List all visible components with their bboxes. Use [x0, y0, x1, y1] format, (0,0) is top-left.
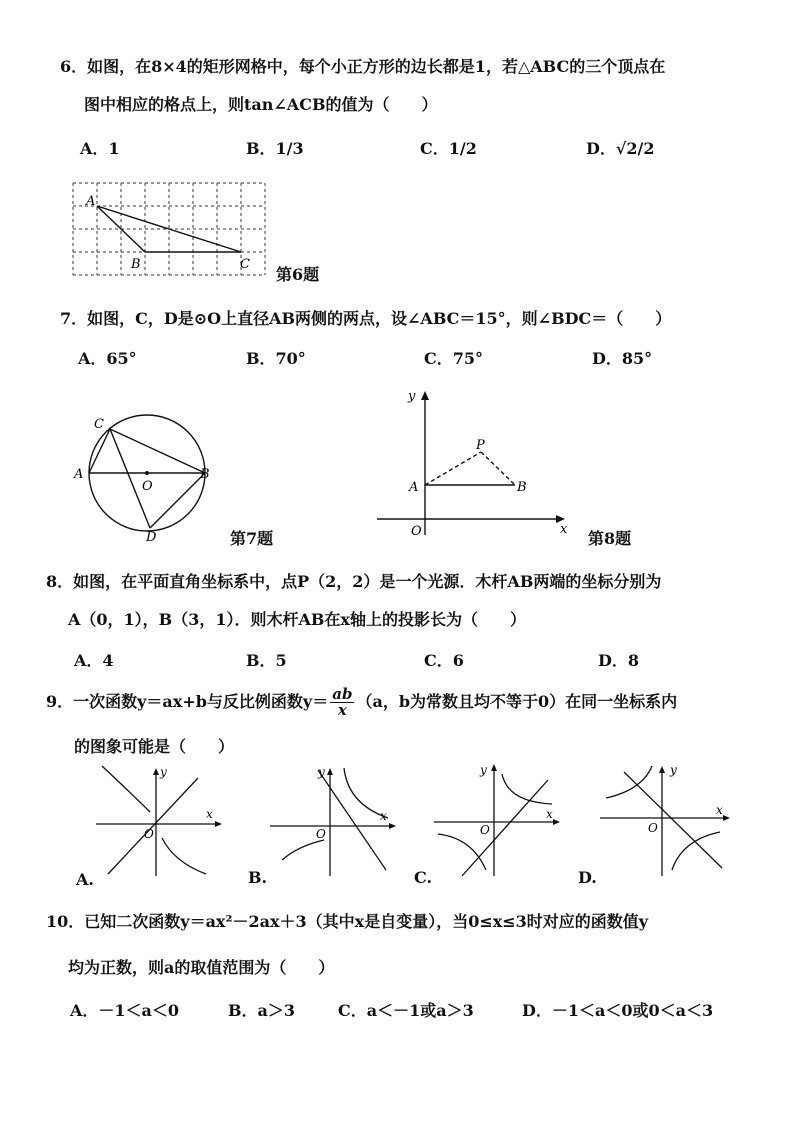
- q6-caption: 第6题: [276, 265, 320, 284]
- q6-grid-figure: [68, 178, 273, 278]
- q8-label-o: O: [411, 524, 422, 539]
- q9d-label-x: x: [716, 803, 723, 817]
- q6-option-a: A．1: [80, 139, 120, 158]
- q8-y-arrow: [421, 391, 429, 400]
- q8-option-d: D．8: [598, 651, 640, 670]
- q9a-label-y: y: [160, 765, 167, 779]
- q9-option-c: C.: [414, 868, 433, 887]
- q9-stem-pre: 9．一次函数y＝ax+b与反比例函数y＝: [46, 692, 329, 711]
- q9-option-a: A.: [76, 870, 94, 889]
- q6-label-b: B: [131, 257, 141, 272]
- q7-center-dot: [145, 471, 149, 475]
- q8-option-c: C．6: [424, 651, 464, 670]
- q7-circle-figure: [70, 410, 220, 545]
- q9d-label-y: y: [670, 763, 677, 777]
- q6-stem-line1: 6．如图，在8×4的矩形网格中，每个小正方形的边长都是1，若△ABC的三个顶点在: [60, 57, 666, 76]
- q9a-hyperbola-lower: [162, 838, 206, 874]
- q7-label-o: O: [142, 479, 153, 494]
- q8-label-x: x: [560, 522, 568, 537]
- q9-option-d: D.: [578, 868, 597, 887]
- q9-fraction-denominator: x: [337, 701, 347, 719]
- q10-option-d: D．－1＜a＜0或0＜a＜3: [522, 1001, 714, 1020]
- q7-option-a: A．65°: [78, 349, 137, 368]
- q9a-label-x: x: [206, 807, 213, 821]
- q8-coordinate-figure: [375, 385, 580, 545]
- q10-option-b: B．a＞3: [228, 1001, 296, 1020]
- q8-option-a: A．4: [74, 651, 114, 670]
- q9c-label-y: y: [480, 763, 487, 777]
- q9a-label-o: O: [144, 827, 154, 841]
- q10-option-c: C．a＜－1或a＞3: [338, 1001, 474, 1020]
- q9c-line: [462, 780, 548, 876]
- q9c-label-o: O: [480, 823, 490, 837]
- q9d-label-o: O: [648, 821, 658, 835]
- q10-stem-line1: 10．已知二次函数y＝ax²－2ax＋3（其中x是自变量），当0≤x≤3时对应的函数值y: [46, 912, 649, 931]
- q9a-line: [108, 778, 198, 874]
- q9-graph-a: [94, 764, 222, 882]
- q7-label-b: B: [200, 467, 210, 482]
- q8-label-p: P: [476, 438, 485, 453]
- q9b-hyperbola-lower: [282, 840, 324, 860]
- q6-option-d: D．√2/2: [586, 139, 655, 158]
- q8-label-a: A: [409, 480, 419, 495]
- q9b-label-x: x: [380, 809, 387, 823]
- q9-graph-d: [598, 760, 730, 882]
- q8-option-b: B．5: [246, 651, 287, 670]
- q9c-hyperbola-lower: [438, 834, 486, 870]
- q9-fraction-numerator: ab: [332, 685, 353, 703]
- q6-stem-line2: 图中相应的格点上，则tan∠ACB的值为（ ）: [84, 95, 438, 114]
- q8-label-b: B: [517, 480, 527, 495]
- q9a-hyperbola-upper: [102, 766, 150, 812]
- q9-stem-post: （a，b为常数且均不等于0）在同一坐标系内: [356, 692, 678, 711]
- q8-axes: [377, 393, 563, 535]
- q6-option-c: C．1/2: [420, 139, 477, 158]
- q9c-label-x: x: [546, 807, 553, 821]
- q6-option-b: B．1/3: [246, 139, 304, 158]
- q9-option-b: B.: [248, 868, 268, 887]
- q9-fraction: [330, 687, 354, 718]
- q6-label-c: C: [240, 257, 250, 272]
- q9-stem-line2: 的图象可能是（ ）: [74, 737, 235, 756]
- q10-option-a: A．－1＜a＜0: [70, 1001, 180, 1020]
- q7-label-a: A: [74, 467, 84, 482]
- q9b-label-o: O: [316, 827, 326, 841]
- q7-label-c: C: [94, 417, 104, 432]
- q7-caption: 第7题: [230, 529, 274, 548]
- q8-light-rays: [425, 452, 515, 485]
- q9-stem-line1: [46, 686, 677, 718]
- q10-stem-line2: 均为正数，则a的取值范围为（ ）: [68, 958, 335, 977]
- q9b-label-y: y: [318, 765, 325, 779]
- q7-stem: 7．如图，C，D是⊙O上直径AB两侧的两点，设∠ABC＝15°，则∠BDC＝（ ）: [60, 309, 672, 328]
- q7-option-d: D．85°: [592, 349, 653, 368]
- q9b-line: [318, 770, 386, 870]
- q9c-hyperbola-upper: [502, 774, 552, 804]
- q9d-hyperbola-lower: [672, 832, 720, 870]
- q8-label-y: y: [408, 389, 416, 404]
- q9d-line: [624, 772, 722, 868]
- q9-graph-b: [268, 764, 396, 882]
- q7-option-c: C．75°: [424, 349, 484, 368]
- q8-caption: 第8题: [588, 529, 632, 548]
- q6-label-a: A: [86, 194, 96, 209]
- q7-option-b: B．70°: [246, 349, 306, 368]
- q8-stem-line2: A（0，1），B（3，1）．则木杆AB在x轴上的投影长为（ ）: [68, 610, 526, 629]
- q9-graph-c: [432, 760, 560, 882]
- q8-stem-line1: 8．如图，在平面直角坐标系中，点P（2，2）是一个光源．木杆AB两端的坐标分别为: [46, 572, 662, 591]
- q7-label-d: D: [146, 530, 157, 545]
